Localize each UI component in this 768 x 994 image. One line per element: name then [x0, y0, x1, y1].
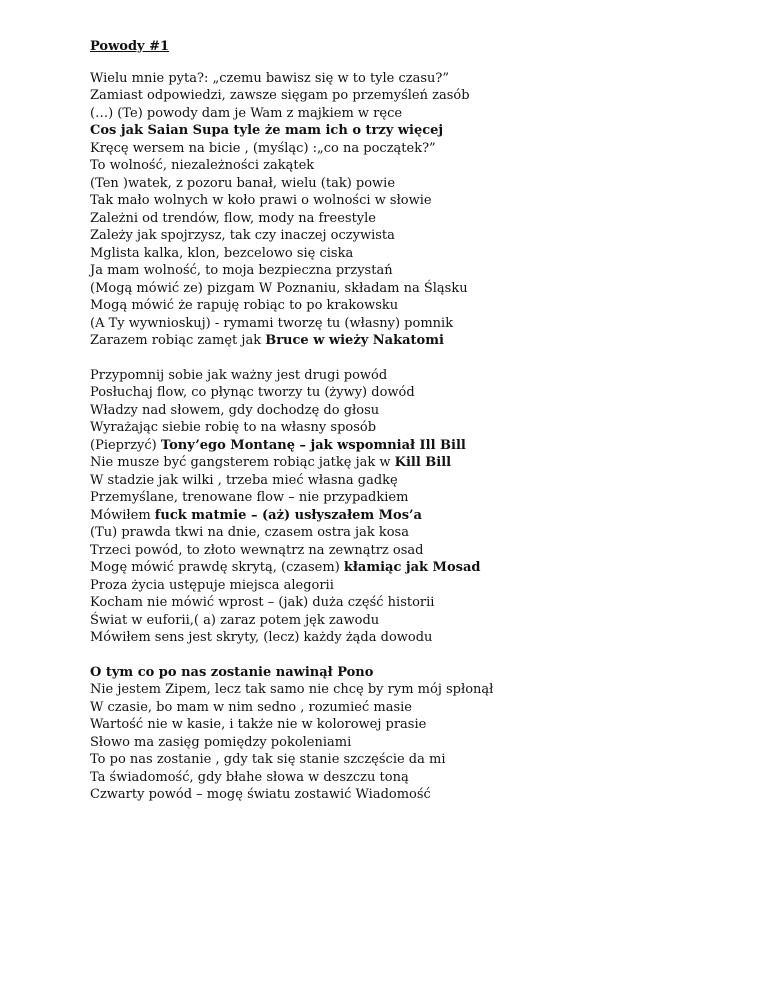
lyric-line: [90, 367, 710, 385]
line-text: Czwarty powód – mogę światu zostawić Wiadomość: [90, 787, 431, 802]
line-text: Mogę mówić prawdę skrytą, (czasem): [90, 560, 344, 575]
line-text: Kocham nie mówić wprost – (jak) duża część historii: [90, 595, 435, 610]
lyric-line: [90, 315, 710, 333]
lyric-line: [90, 489, 710, 507]
lyric-line: [90, 87, 710, 105]
line-text: Mglista kalka, klon, bezcelowo się ciska: [90, 245, 354, 261]
bold-phrase: Cos jak Saian Supa tyle że mam ich o trzy więcej: [90, 123, 444, 138]
lyric-line: [90, 524, 710, 542]
line-text: Ta świadomość, gdy błahe słowa w deszczu toną: [90, 769, 409, 785]
lyric-line: [90, 664, 710, 682]
lyric-line: [90, 175, 710, 193]
lyric-line: [90, 192, 710, 210]
line-text: (Mogą mówić ze) pizgam W Poznaniu, składam na Śląsku: [90, 280, 468, 296]
line-text: Władzy nad słowem, gdy dochodzę do głosu: [90, 402, 380, 418]
line-text: Mówiłem: [90, 507, 155, 523]
lyric-line: [90, 612, 710, 630]
line-text: Przemyślane, trenowane flow – nie przypadkiem: [90, 490, 409, 505]
line-text: Tak mało wolnych w koło prawi o wolności w słowie: [90, 193, 432, 208]
stanza-3: [90, 664, 710, 804]
line-text: Trzeci powód, to złoto wewnątrz na zewnątrz osad: [90, 542, 424, 558]
lyric-line: [90, 105, 710, 123]
lyric-line: [90, 210, 710, 228]
lyric-line: [90, 122, 710, 140]
line-text: Zamiast odpowiedzi, zawsze sięgam po przemyśleń zasób: [90, 88, 470, 103]
lyric-line: [90, 419, 710, 437]
stanza-2: [90, 367, 710, 647]
lyric-line: [90, 629, 710, 647]
lyric-line: [90, 542, 710, 560]
line-text: Wartość nie w kasie, i także nie w kolorowej prasie: [90, 717, 427, 732]
line-text: Posłuchaj flow, co płynąc tworzy tu (żywy) dowód: [90, 385, 415, 400]
line-text: To wolność, niezależności zakątek: [90, 158, 315, 173]
lyric-line: [90, 751, 710, 769]
line-text: To po nas zostanie , gdy tak się stanie szczęście da mi: [90, 752, 446, 767]
line-text: Ja mam wolność, to moja bezpieczna przystań: [90, 263, 393, 278]
bold-phrase: kłamiąc jak Mosad: [343, 560, 481, 575]
line-text: W stadzie jak wilki , trzeba mieć własna gadkę: [90, 472, 398, 488]
bold-phrase: Tony’ego Montanę – jak wspomniał Ill Bill: [160, 437, 466, 453]
line-text: Świat w euforii,( a) zaraz potem jęk zawodu: [90, 612, 380, 628]
lyric-line: [90, 384, 710, 402]
line-text: Zarazem robiąc zamęt jak: [90, 333, 266, 348]
lyric-line: [90, 507, 710, 525]
lyric-line: [90, 786, 710, 804]
lyrics-body: [90, 70, 710, 804]
line-text: (…) (Te) powody dam je Wam z majkiem w ręce: [90, 105, 403, 121]
bold-phrase: fuck matmie – (aż) usłyszałem Mos’a: [154, 507, 422, 523]
stanza-1: [90, 70, 710, 350]
line-text: (Ten )watek, z pozoru banał, wielu (tak) powie: [90, 175, 396, 191]
lyric-line: [90, 699, 710, 717]
lyric-line: [90, 297, 710, 315]
line-text: (Pieprzyć): [90, 437, 161, 453]
line-text: W czasie, bo mam w nim sedno , rozumieć masie: [90, 699, 412, 715]
line-text: (Tu) prawda tkwi na dnie, czasem ostra jak kosa: [90, 525, 409, 540]
line-text: Nie musze być gangsterem robiąc jatkę jak w: [90, 455, 395, 470]
document-title: Powody #1: [90, 39, 170, 54]
line-text: Przypomnij sobie jak ważny jest drugi powód: [90, 367, 388, 383]
lyric-line: [90, 716, 710, 734]
document-page: [90, 38, 710, 821]
lyric-line: [90, 594, 710, 612]
lyric-line: [90, 577, 710, 595]
line-text: Kręcę wersem na bicie , (myśląc) :„co na początek?”: [90, 140, 436, 156]
lyric-line: [90, 157, 710, 175]
lyric-line: [90, 227, 710, 245]
line-text: Wielu mnie pyta?: „czemu bawisz się w to tyle czasu?”: [90, 70, 450, 86]
bold-phrase: Kill Bill: [394, 455, 452, 470]
line-text: Zależy jak spojrzysz, tak czy inaczej oczywista: [90, 228, 395, 243]
line-text: (A Ty wywnioskuj) - rymami tworzę tu (własny) pomnik: [90, 315, 454, 331]
line-text: Proza życia ustępuje miejsca alegorii: [90, 577, 334, 593]
line-text: Mogą mówić że rapuję robiąc to po krakowsku: [90, 298, 399, 313]
lyric-line: [90, 734, 710, 752]
lyric-line: [90, 262, 710, 280]
lyric-line: [90, 245, 710, 263]
line-text: Nie jestem Zipem, lecz tak samo nie chcę by rym mój spłonął: [90, 682, 494, 697]
lyric-line: [90, 437, 710, 455]
bold-phrase: O tym co po nas zostanie nawinął Pono: [90, 664, 374, 680]
bold-phrase: Bruce w wieży Nakatomi: [265, 333, 444, 348]
lyric-line: [90, 140, 710, 158]
lyric-line: [90, 70, 710, 88]
line-text: Mówiłem sens jest skryty, (lecz) każdy żąda dowodu: [90, 630, 433, 645]
lyric-line: [90, 332, 710, 350]
lyric-line: [90, 472, 710, 490]
lyric-line: [90, 559, 710, 577]
lyric-line: [90, 769, 710, 787]
line-text: Zależni od trendów, flow, mody na freestyle: [90, 210, 376, 226]
line-text: Słowo ma zasięg pomiędzy pokoleniami: [90, 734, 352, 750]
lyric-line: [90, 681, 710, 699]
lyric-line: [90, 454, 710, 472]
lyric-line: [90, 280, 710, 298]
lyric-line: [90, 402, 710, 420]
line-text: Wyrażając siebie robię to na własny sposób: [90, 420, 377, 435]
